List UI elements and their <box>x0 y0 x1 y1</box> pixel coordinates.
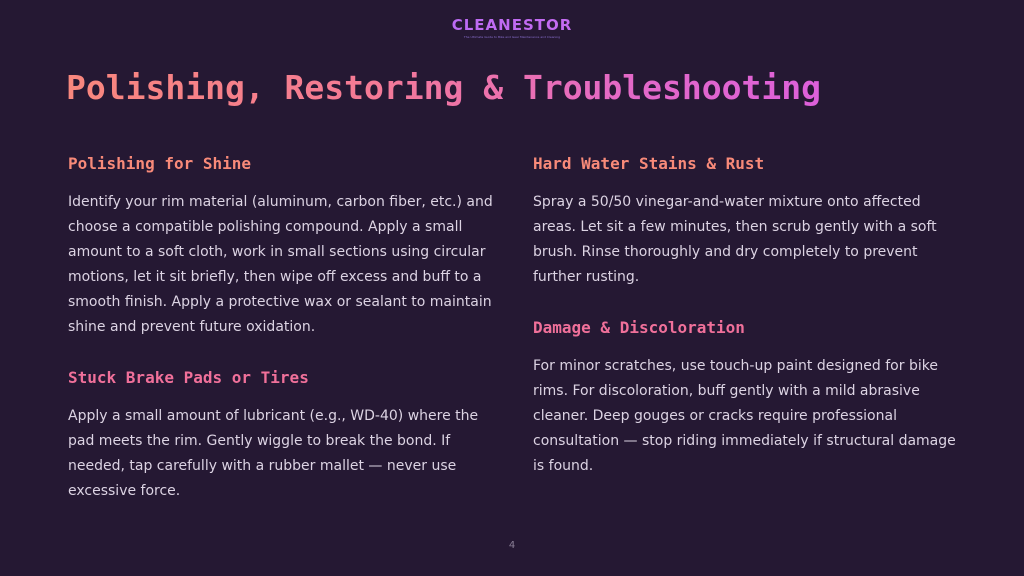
section-stuck-pads <box>68 366 498 504</box>
section-body-stuck-pads: Apply a small amount of lubricant (e.g., WD-40) where the pad meets the rim. Gently wiggle to break the bond. If needed, tap carefully with a rubber mallet — never use excessive force. <box>68 408 479 499</box>
logo-wordmark: CLEANESTOR <box>0 16 1024 34</box>
section-body-polishing: Identify your rim material (aluminum, carbon fiber, etc.) and choose a compatible polishing compound. Apply a small amount to a soft cloth, work in small sections using circular motions, let it sit briefly, then wipe off excess and buff to a smooth finish. Apply a protective wax or sealant to maintain shine and prevent future oxidation. <box>68 194 493 335</box>
section-body-hard-water: Spray a 50/50 vinegar-and-water mixture onto affected areas. Let sit a few minutes, then scrub gently with a soft brush. Rinse thoroughly and dry completely to prevent further rusting. <box>533 194 937 285</box>
section-polishing <box>68 152 498 340</box>
section-hard-water <box>533 152 963 290</box>
left-column <box>68 152 498 530</box>
page-number: 4 <box>508 540 516 551</box>
brand-logo <box>0 16 1024 40</box>
right-column <box>533 152 963 505</box>
logo-tagline: The Ultimate Guide to Bike and Gear Maintenance and Cleaning <box>463 35 561 39</box>
section-heading-stuck-pads: Stuck Brake Pads or Tires <box>68 368 309 387</box>
slide-title: Polishing, Restoring & Troubleshooting <box>66 66 821 110</box>
section-damage <box>533 316 963 479</box>
section-heading-polishing: Polishing for Shine <box>68 154 252 173</box>
section-body-damage: For minor scratches, use touch-up paint designed for bike rims. For discoloration, buff gently with a mild abrasive cleaner. Deep gouges or cracks require professional consultation — stop riding immediately if structural damage is found. <box>533 358 956 474</box>
section-heading-damage: Damage & Discoloration <box>533 318 745 337</box>
section-heading-hard-water: Hard Water Stains & Rust <box>533 154 765 173</box>
